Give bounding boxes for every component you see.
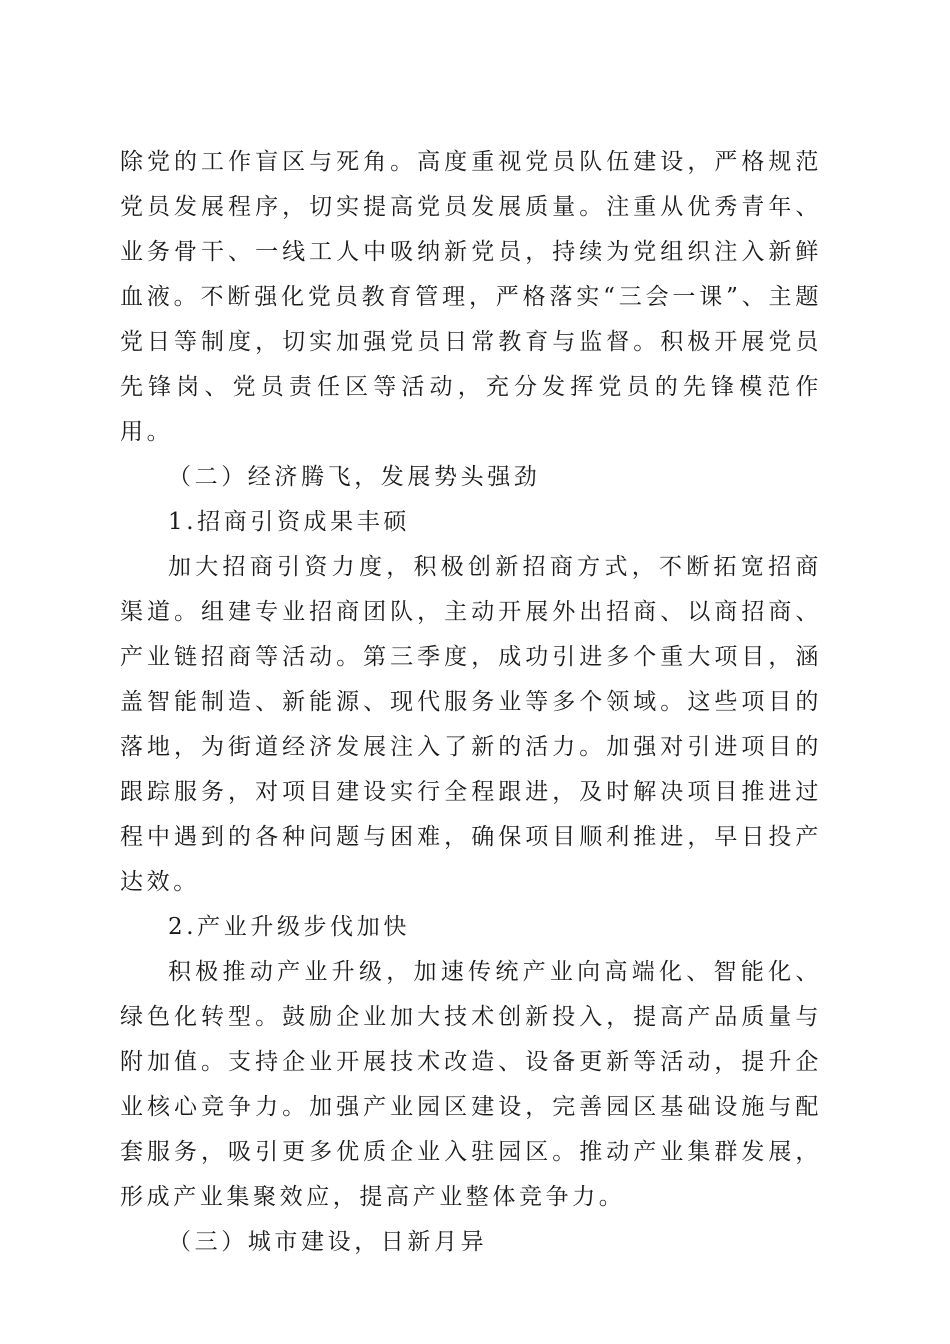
section-heading-economy: （二）经济腾飞，发展势头强劲 [168,464,541,490]
paragraph-continuation: 除党的工作盲区与死角。高度重视党员队伍建设，严格规范党员发展程序，切实提高党员发展质量。注重从优秀青年、业务骨干、一线工人中吸纳新党员，持续为党组织注入新鲜血液。不断强化党员教育管理，严格落实“三会一课”、主题党日等制度，切实加强党员日常教育与监督。积极开展党员先锋岗、党员责任区等活动，充分发挥党员的先锋模范作用。 [120,149,822,445]
subheading-industry-upgrade: 2.产业升级步伐加快 [168,914,410,940]
paragraph-investment: 加大招商引资力度，积极创新招商方式，不断拓宽招商渠道。组建专业招商团队，主动开展外出招商、以商招商、产业链招商等活动。第三季度，成功引进多个重大项目，涵盖智能制造、新能源、现代服务业等多个领域。这些项目的落地，为街道经济发展注入了新的活力。加强对引进项目的跟踪服务，对项目建设实行全程跟进，及时解决项目推进过程中遇到的各种问题与困难，确保项目顺利推进，早日投产达效。 [120,554,822,895]
section-heading-urban-construction: （三）城市建设，日新月异 [168,1229,488,1255]
subheading-investment: 1.招商引资成果丰硕 [168,509,410,535]
document-body [120,140,822,1265]
paragraph-industry-upgrade: 积极推动产业升级，加速传统产业向高端化、智能化、绿色化转型。鼓励企业加大技术创新投入，提高产品质量与附加值。支持企业开展技术改造、设备更新等活动，提升企业核心竞争力。加强产业园区建设，完善园区基础设施与配套服务，吸引更多优质企业入驻园区。推动产业集群发展，形成产业集聚效应，提高产业整体竞争力。 [120,959,822,1210]
